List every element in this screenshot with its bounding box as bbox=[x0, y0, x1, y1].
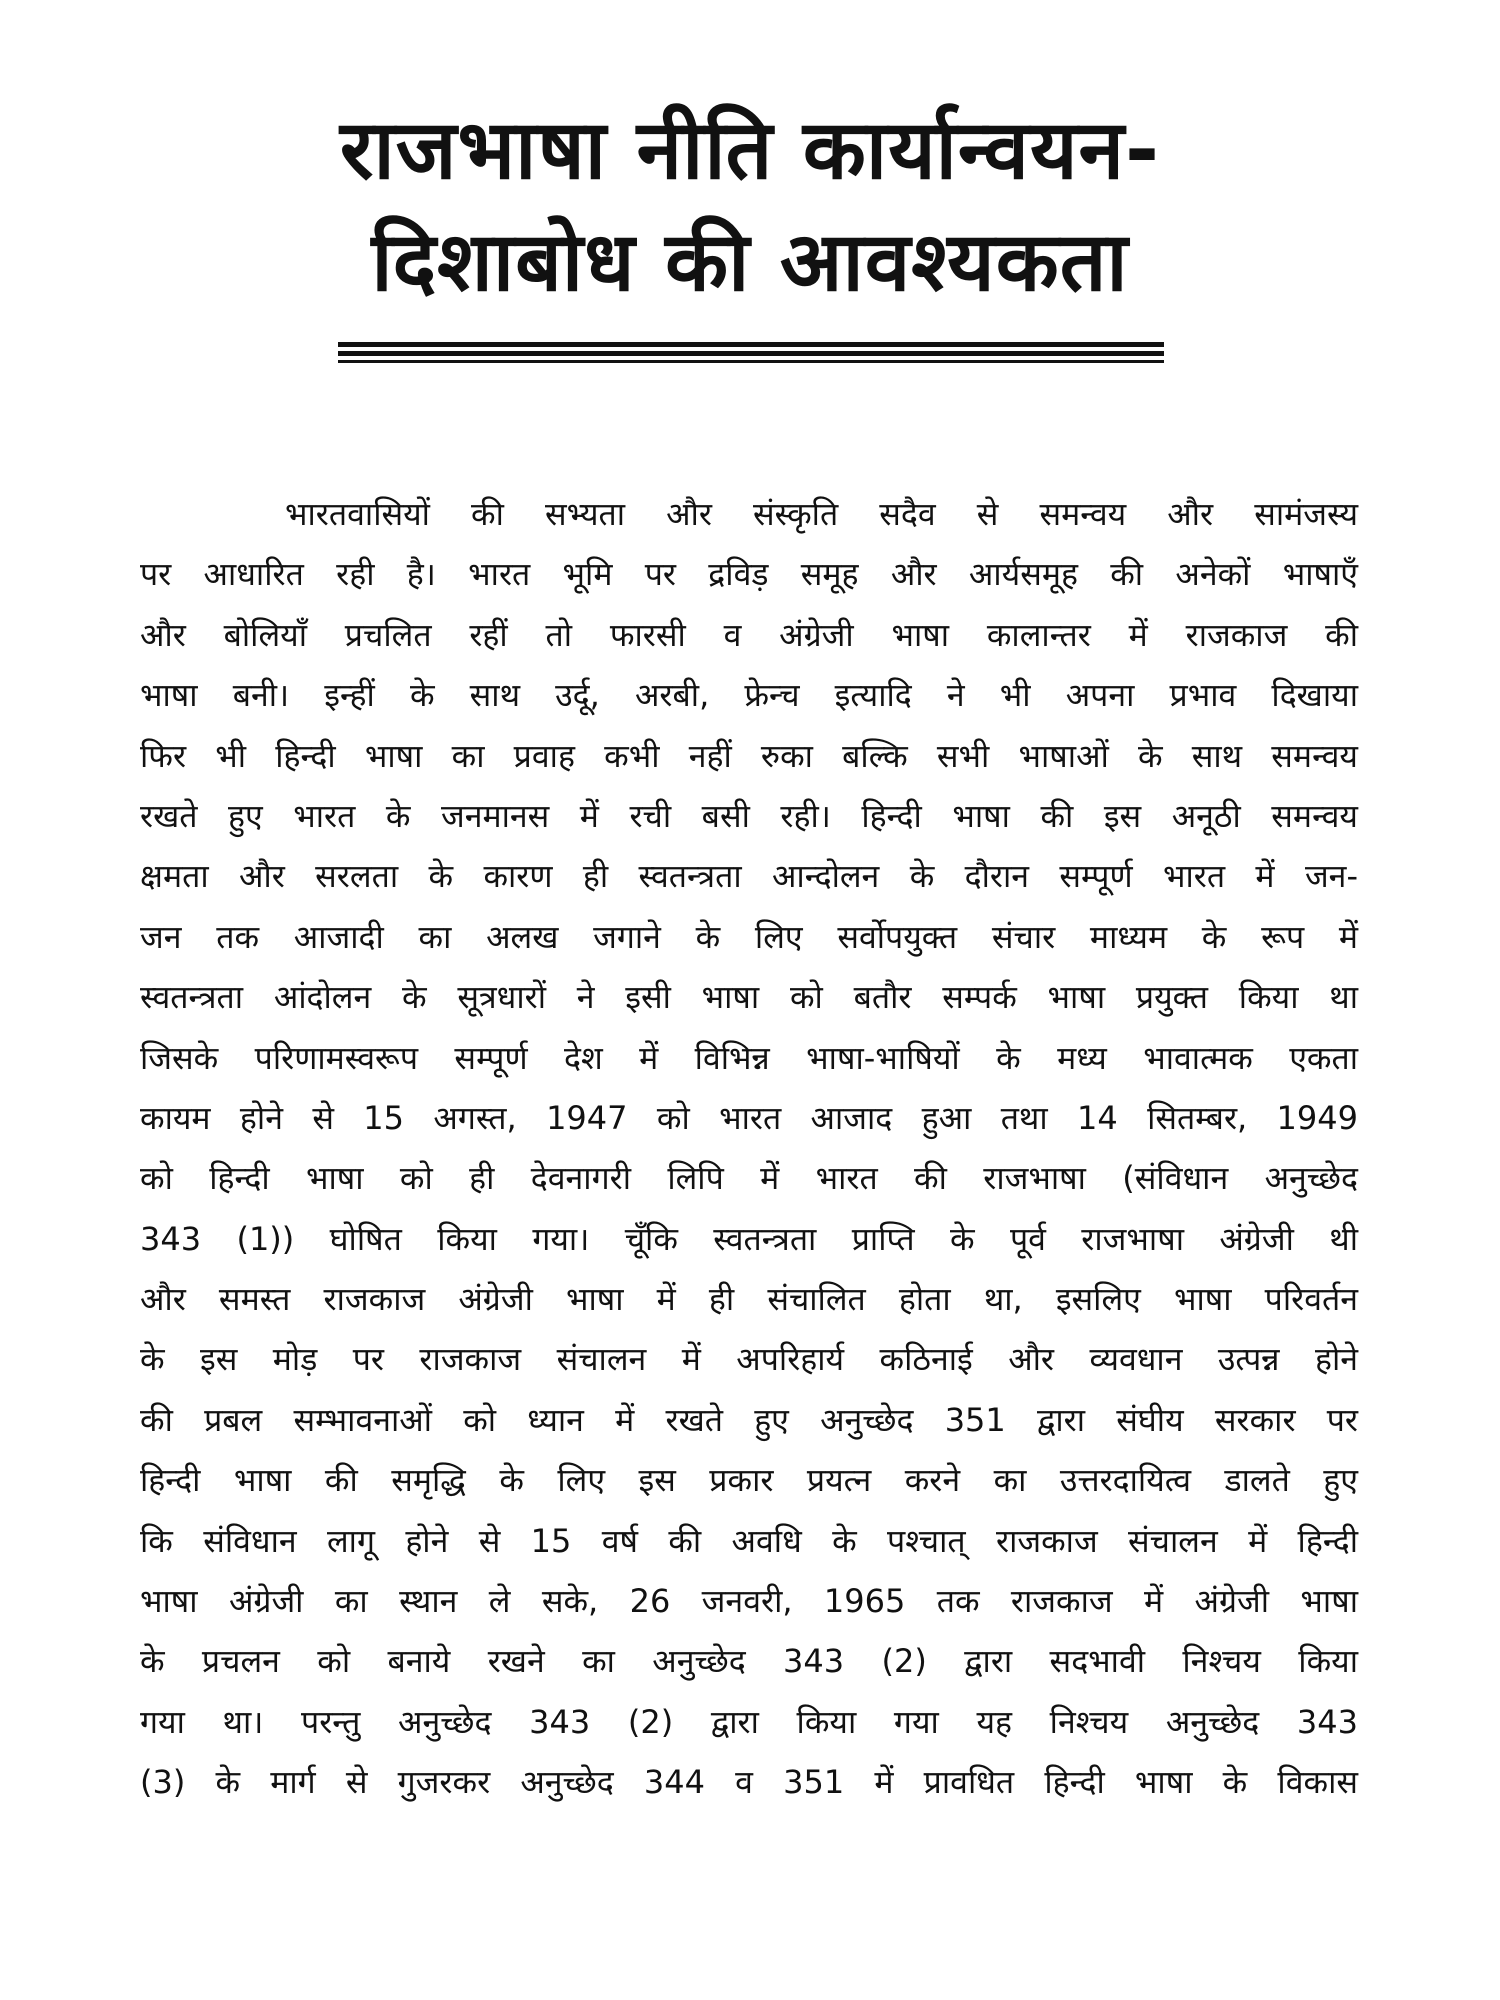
paragraph-line: रखते हुए भारत के जनमानस में रची बसी रही। हिन्दी भाषा की इस अनूठी समन्वय bbox=[140, 796, 1358, 835]
paragraph-line: के इस मोड़ पर राजकाज संचालन में अपरिहार्य कठिनाई और व्यवधान उत्पन्न होने bbox=[140, 1340, 1358, 1379]
title-underline-thin bbox=[338, 360, 1164, 363]
paragraph-line: फिर भी हिन्दी भाषा का प्रवाह कभी नहीं रुका बल्कि सभी भाषाओं के साथ समन्वय bbox=[140, 736, 1358, 775]
title-underline-thick bbox=[338, 342, 1164, 347]
paragraph-line: और समस्त राजकाज अंग्रेजी भाषा में ही संचालित होता था, इसलिए भाषा परिवर्तन bbox=[140, 1280, 1358, 1319]
paragraph-line: की प्रबल सम्भावनाओं को ध्यान में रखते हुए अनुच्छेद 351 द्वारा संघीय सरकार पर bbox=[140, 1400, 1358, 1439]
paragraph-line: पर आधारित रही है। भारत भूमि पर द्रविड़ समूह और आर्यसमूह की अनेकों भाषाएँ bbox=[140, 555, 1358, 594]
paragraph-line: क्षमता और सरलता के कारण ही स्वतन्त्रता आन्दोलन के दौरान सम्पूर्ण भारत में जन- bbox=[140, 857, 1358, 896]
paragraph-line: कि संविधान लागू होने से 15 वर्ष की अवधि के पश्चात् राजकाज संचालन में हिन्दी bbox=[140, 1521, 1358, 1560]
paragraph-line: स्वतन्त्रता आंदोलन के सूत्रधारों ने इसी भाषा को बतौर सम्पर्क भाषा प्रयुक्त किया था bbox=[140, 978, 1358, 1017]
paragraph-line: हिन्दी भाषा की समृद्धि के लिए इस प्रकार प्रयत्न करने का उत्तरदायित्व डालते हुए bbox=[140, 1461, 1358, 1500]
paragraph-line: और बोलियाँ प्रचलित रहीं तो फारसी व अंग्रेजी भाषा कालान्तर में राजकाज की bbox=[140, 615, 1358, 654]
chapter-title bbox=[250, 95, 1250, 319]
paragraph-line: के प्रचलन को बनाये रखने का अनुच्छेद 343 (2) द्वारा सदभावी निश्चय किया bbox=[140, 1642, 1358, 1681]
paragraph-line: 343 (1)) घोषित किया गया। चूँकि स्वतन्त्रता प्राप्ति के पूर्व राजभाषा अंग्रेजी थी bbox=[140, 1219, 1358, 1258]
paragraph-line: भारतवासियों की सभ्यता और संस्कृति सदैव से समन्वय और सामंजस्य bbox=[285, 495, 1358, 533]
paragraph-line: भाषा बनी। इन्हीं के साथ उर्दू, अरबी, फ्रेन्च इत्यादि ने भी अपना प्रभाव दिखाया bbox=[140, 676, 1358, 715]
paragraph-line: को हिन्दी भाषा को ही देवनागरी लिपि में भारत की राजभाषा (संविधान अनुच्छेद bbox=[140, 1159, 1358, 1198]
title-underline-middle bbox=[338, 351, 1164, 356]
paragraph-line: जिसके परिणामस्वरूप सम्पूर्ण देश में विभिन्न भाषा-भाषियों के मध्य भावात्मक एकता bbox=[140, 1038, 1358, 1077]
paragraph-line: (3) के मार्ग से गुजरकर अनुच्छेद 344 व 351 में प्रावधित हिन्दी भाषा के विकास bbox=[140, 1763, 1358, 1802]
chapter-title-line-2: दिशाबोध की आवश्यकता bbox=[371, 215, 1129, 310]
body-paragraph bbox=[140, 484, 1358, 1813]
chapter-title-line-1: राजभाषा नीति कार्यान्वयन- bbox=[339, 103, 1161, 198]
paragraph-line: जन तक आजादी का अलख जगाने के लिए सर्वोपयुक्त संचार माध्यम के रूप में bbox=[140, 917, 1358, 956]
paragraph-line: भाषा अंग्रेजी का स्थान ले सके, 26 जनवरी, 1965 तक राजकाज में अंग्रेजी भाषा bbox=[140, 1582, 1358, 1621]
paragraph-line: गया था। परन्तु अनुच्छेद 343 (2) द्वारा किया गया यह निश्चय अनुच्छेद 343 bbox=[140, 1702, 1358, 1741]
paragraph-line: कायम होने से 15 अगस्त, 1947 को भारत आजाद हुआ तथा 14 सितम्बर, 1949 bbox=[140, 1098, 1358, 1137]
